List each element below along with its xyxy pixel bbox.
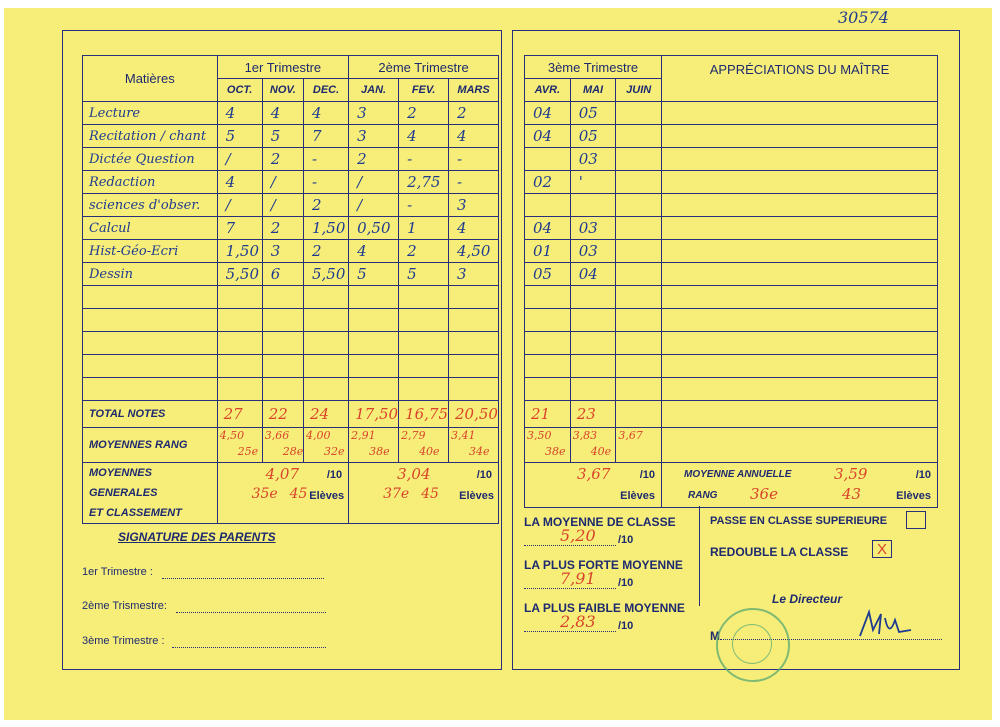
grade-cell [262,286,303,309]
table-row [83,286,499,309]
grade-cell: 5,50 [304,263,349,286]
month-header: MAI [570,79,616,102]
signature-title: SIGNATURE DES PARENTS [118,530,276,544]
grade-cell [570,355,616,378]
month-header: JUIN [616,79,662,102]
appreciation-cell [662,332,938,355]
grade-cell: 7 [217,217,262,240]
grade-cell: 3 [262,240,303,263]
grade-cell: 04 [525,217,571,240]
rank-value: 40e [590,445,612,458]
class-average-label: LA MOYENNE DE CLASSE [524,515,676,529]
rank-value: 37e [383,486,410,502]
table-row [525,263,938,286]
grade-cell [616,355,662,378]
grade-cell [304,332,349,355]
general-average-denom: /10 [639,469,656,481]
annual-total-students: 43 [842,485,862,503]
average-rank-cell [525,428,571,463]
average-value: 2,91 [351,429,376,442]
total-notes-label: TOTAL NOTES [83,401,218,428]
students-label: Elèves [309,490,345,502]
grade-cell: 4 [217,102,262,125]
table-row [525,309,938,332]
grade-cell: 0,50 [349,217,399,240]
grade-cell [616,309,662,332]
average-value: 3,66 [264,429,290,442]
highest-average-line [524,588,616,589]
grade-cell [399,378,449,401]
lowest-average-line [524,631,616,632]
subject-name: Lecture [83,102,218,125]
appreciation-cell [662,401,938,428]
average-value: 3,83 [572,429,598,442]
stats-divider [699,506,700,606]
grade-cell [616,125,662,148]
subject-name: Hist-Géo-Ecri [83,240,218,263]
grade-cell [525,286,571,309]
grade-cell: 03 [570,217,616,240]
grade-cell [616,171,662,194]
grade-cell: 5 [349,263,399,286]
grade-cell: 2 [304,240,349,263]
grade-cell [262,355,303,378]
month-header: FEV. [399,79,449,102]
rank-value: 28e [282,445,304,458]
appreciation-cell [662,171,938,194]
general-average-cell-t1 [217,463,349,524]
general-average-denom: /10 [476,469,492,481]
document-number: 30574 [838,8,889,27]
total-students: 45 [421,486,439,502]
appreciation-cell [662,102,938,125]
grade-cell: 4 [449,125,499,148]
grade-cell: / [217,148,262,171]
general-average-cell-t2 [349,463,499,524]
table-row [83,378,499,401]
total-cell: 22 [262,401,303,428]
average-rank-cell [449,428,499,463]
month-header: DEC. [304,79,349,102]
grade-cell [616,286,662,309]
average-value: 2,79 [401,429,426,442]
grade-cell: 4 [304,102,349,125]
rank-value: 38e [545,445,566,458]
pass-checkbox[interactable] [906,511,926,529]
grade-cell: 5 [217,125,262,148]
grade-cell: 05 [525,263,571,286]
grade-cell [616,194,662,217]
trimester1-header: 1er Trimestre [217,56,349,79]
grade-cell: 1,50 [304,217,349,240]
grade-cell: - [304,171,349,194]
director-signature [855,608,915,640]
general-average-denom: /10 [326,469,343,481]
appreciation-cell [662,378,938,401]
grade-cell [525,332,571,355]
pass-label: PASSE EN CLASSE SUPERIEURE [710,515,888,527]
grade-cell [525,355,571,378]
grade-cell [525,309,571,332]
grade-cell [399,309,449,332]
grade-cell [262,378,303,401]
grade-cell: 6 [262,263,303,286]
grade-cell: 2 [349,148,399,171]
general-average-label-line2: ET CLASSEMENT [89,507,182,519]
rank-value: 35e [251,486,278,502]
table-row [525,102,938,125]
grade-cell: 03 [570,148,616,171]
table-row [83,332,499,355]
total-cell: 27 [217,401,262,428]
rank-value: 32e [324,445,345,458]
table-row [525,240,938,263]
class-average-denom: /10 [618,534,634,546]
annual-average-label: MOYENNE ANNUELLE [684,469,792,480]
grade-cell: 4 [449,217,499,240]
month-header: JAN. [349,79,399,102]
subject-name [83,378,218,401]
subject-name [83,355,218,378]
grade-cell: 2 [262,148,303,171]
general-average-cell-t3 [525,463,662,508]
table-row [525,332,938,355]
subject-name [83,309,218,332]
grade-cell: 2,75 [399,171,449,194]
grade-cell [304,355,349,378]
subject-name: Recitation / chant [83,125,218,148]
grade-cell [570,194,616,217]
repeat-check-mark: X [876,541,887,558]
grade-cell: 01 [525,240,571,263]
grade-cell: - [399,194,449,217]
grade-cell [349,355,399,378]
grade-cell [262,332,303,355]
director-m: M [710,629,720,643]
grade-cell: 1 [399,217,449,240]
appreciations-header: APPRÉCIATIONS DU MAÎTRE [662,56,938,102]
grade-cell: 3 [449,194,499,217]
grade-cell [449,309,499,332]
highest-average-label: LA PLUS FORTE MOYENNE [524,558,683,572]
subject-name [83,332,218,355]
grade-cell: 03 [570,240,616,263]
grade-cell: 5 [399,263,449,286]
average-rank-cell [262,428,303,463]
table-row [83,217,499,240]
grade-cell: / [217,194,262,217]
matieres-header: Matières [83,56,218,102]
average-rank-cell [399,428,449,463]
director-label: Le Directeur [772,592,843,606]
grade-cell [570,309,616,332]
grade-cell: 04 [570,263,616,286]
grade-cell: 7 [304,125,349,148]
subject-name: Dessin [83,263,218,286]
lowest-average-value: 2,83 [560,612,596,631]
annual-rank-value: 36e [750,485,778,503]
total-cell: 23 [570,401,616,428]
repeat-checkbox[interactable] [872,540,892,558]
grade-cell [616,240,662,263]
total-cell: 16,75 [399,401,449,428]
grade-cell [449,355,499,378]
table-row [83,263,499,286]
grade-cell [349,309,399,332]
table-row [525,355,938,378]
rank-value: 40e [419,445,440,458]
rank-value: 25e [237,445,259,458]
grade-cell [349,332,399,355]
total-cell [616,401,662,428]
month-header: AVR. [525,79,571,102]
grade-cell: 2 [304,194,349,217]
grade-cell [616,148,662,171]
grades-table-right [524,55,938,508]
table-row [525,217,938,240]
grade-cell [304,286,349,309]
grade-cell: 2 [399,102,449,125]
grade-cell [262,309,303,332]
grade-cell [525,194,571,217]
grade-cell: / [349,194,399,217]
general-average-value: 3,04 [397,465,431,483]
grade-cell [399,355,449,378]
annual-average-value: 3,59 [834,465,868,483]
total-students: 45 [289,486,308,502]
month-header: MARS [449,79,499,102]
signature-t1-label: 1er Trimestre : [82,566,153,578]
grade-cell: 2 [449,102,499,125]
general-average-label-line1: MOYENNES GENERALES [89,467,158,499]
table-row [525,286,938,309]
grade-cell: 2 [262,217,303,240]
trimester2-header: 2ème Trimestre [349,56,499,79]
average-rank-label: MOYENNES RANG [83,428,218,463]
grade-cell: 2 [399,240,449,263]
table-row [525,125,938,148]
annual-average-denom: /10 [915,469,931,481]
grade-cell [217,378,262,401]
annual-average-cell [662,463,938,508]
appreciation-cell [662,125,938,148]
signature-t2-line[interactable] [176,612,326,613]
table-row [525,378,938,401]
grade-cell: - [304,148,349,171]
table-row [525,194,938,217]
grade-cell: 4 [262,102,303,125]
grade-cell: 5,50 [217,263,262,286]
grade-cell: 1,50 [217,240,262,263]
total-cell: 21 [525,401,571,428]
grade-cell [570,286,616,309]
average-value: 3,50 [527,429,552,442]
general-average-value: 4,07 [265,465,299,483]
table-row [83,102,499,125]
grade-cell: 5 [262,125,303,148]
class-average-line [524,545,616,546]
grade-cell: 3 [449,263,499,286]
appreciation-cell [662,428,938,463]
school-stamp [716,608,790,682]
month-header: OCT. [217,79,262,102]
month-header: NOV. [262,79,303,102]
grade-cell [570,332,616,355]
average-value: 3,41 [451,429,476,442]
rank-value: 34e [469,445,490,458]
grade-cell: - [449,148,499,171]
grade-cell [449,286,499,309]
grade-cell [304,378,349,401]
appreciation-cell [662,148,938,171]
grade-cell [616,102,662,125]
signature-t2-label: 2ème Trismestre: [82,600,167,612]
grade-cell [217,309,262,332]
table-row [83,171,499,194]
average-rank-cell [349,428,399,463]
average-rank-cell [616,428,662,463]
grade-cell: 05 [570,102,616,125]
signature-t3-label: 3ème Trimestre : [82,635,165,647]
grade-cell [616,217,662,240]
total-cell: 24 [304,401,349,428]
table-row [83,125,499,148]
signature-t1-line[interactable] [162,578,324,579]
students-label: Elèves [459,490,494,502]
grade-cell [616,378,662,401]
general-average-label [83,463,218,524]
average-rank-cell [570,428,616,463]
grade-cell: 04 [525,125,571,148]
grade-cell [349,378,399,401]
subject-name: Dictée Question [83,148,218,171]
average-value: 4,00 [306,429,331,442]
subject-name [83,286,218,309]
grade-cell [449,378,499,401]
subject-name: Calcul [83,217,218,240]
grade-cell: 4,50 [449,240,499,263]
students-label: Elèves [620,490,656,502]
grades-table-left [82,55,499,524]
average-value: 3,67 [618,429,643,442]
appreciation-cell [662,194,938,217]
grade-cell [525,378,571,401]
grade-cell: / [349,171,399,194]
grade-cell [525,148,571,171]
students-label: Elèves [896,490,931,502]
grade-cell: ' [570,171,616,194]
grade-cell [616,263,662,286]
lowest-average-denom: /10 [618,620,634,632]
grade-cell: 02 [525,171,571,194]
average-value: 4,50 [219,429,245,442]
highest-average-value: 7,91 [560,569,596,588]
appreciation-cell [662,286,938,309]
grade-cell [570,378,616,401]
average-rank-cell [217,428,262,463]
appreciation-cell [662,309,938,332]
grade-cell: 4 [349,240,399,263]
appreciation-cell [662,263,938,286]
highest-average-denom: /10 [618,577,634,589]
total-cell: 20,50 [449,401,499,428]
repeat-label: REDOUBLE LA CLASSE [710,545,849,559]
grade-cell: 4 [399,125,449,148]
trimester3-header: 3ème Trimestre [525,56,662,79]
table-row [525,148,938,171]
grade-cell: 4 [217,171,262,194]
annual-rank-label: RANG [688,490,718,501]
average-rank-cell [304,428,349,463]
table-row [83,355,499,378]
grade-cell: - [399,148,449,171]
class-average-value: 5,20 [560,526,596,545]
total-cell: 17,50 [349,401,399,428]
table-row [83,194,499,217]
grade-cell [217,286,262,309]
table-row [83,148,499,171]
grade-cell [399,286,449,309]
rank-value: 38e [369,445,390,458]
table-row [525,171,938,194]
grade-cell: / [262,171,303,194]
grade-cell [304,309,349,332]
general-average-value: 3,67 [577,465,611,483]
appreciation-cell [662,217,938,240]
subject-name: Redaction [83,171,218,194]
grade-cell [616,332,662,355]
subject-name: sciences d'obser. [83,194,218,217]
appreciation-cell [662,240,938,263]
grade-cell [399,332,449,355]
grade-cell: 3 [349,125,399,148]
signature-t3-line[interactable] [172,647,326,648]
grade-cell: 04 [525,102,571,125]
grade-cell: / [262,194,303,217]
table-row [83,309,499,332]
grade-cell: 05 [570,125,616,148]
grade-cell [217,355,262,378]
grade-cell: 3 [349,102,399,125]
lowest-average-label: LA PLUS FAIBLE MOYENNE [524,601,685,615]
grade-cell [217,332,262,355]
table-row [83,240,499,263]
grade-cell: - [449,171,499,194]
grade-cell [349,286,399,309]
grade-cell [449,332,499,355]
appreciation-cell [662,355,938,378]
